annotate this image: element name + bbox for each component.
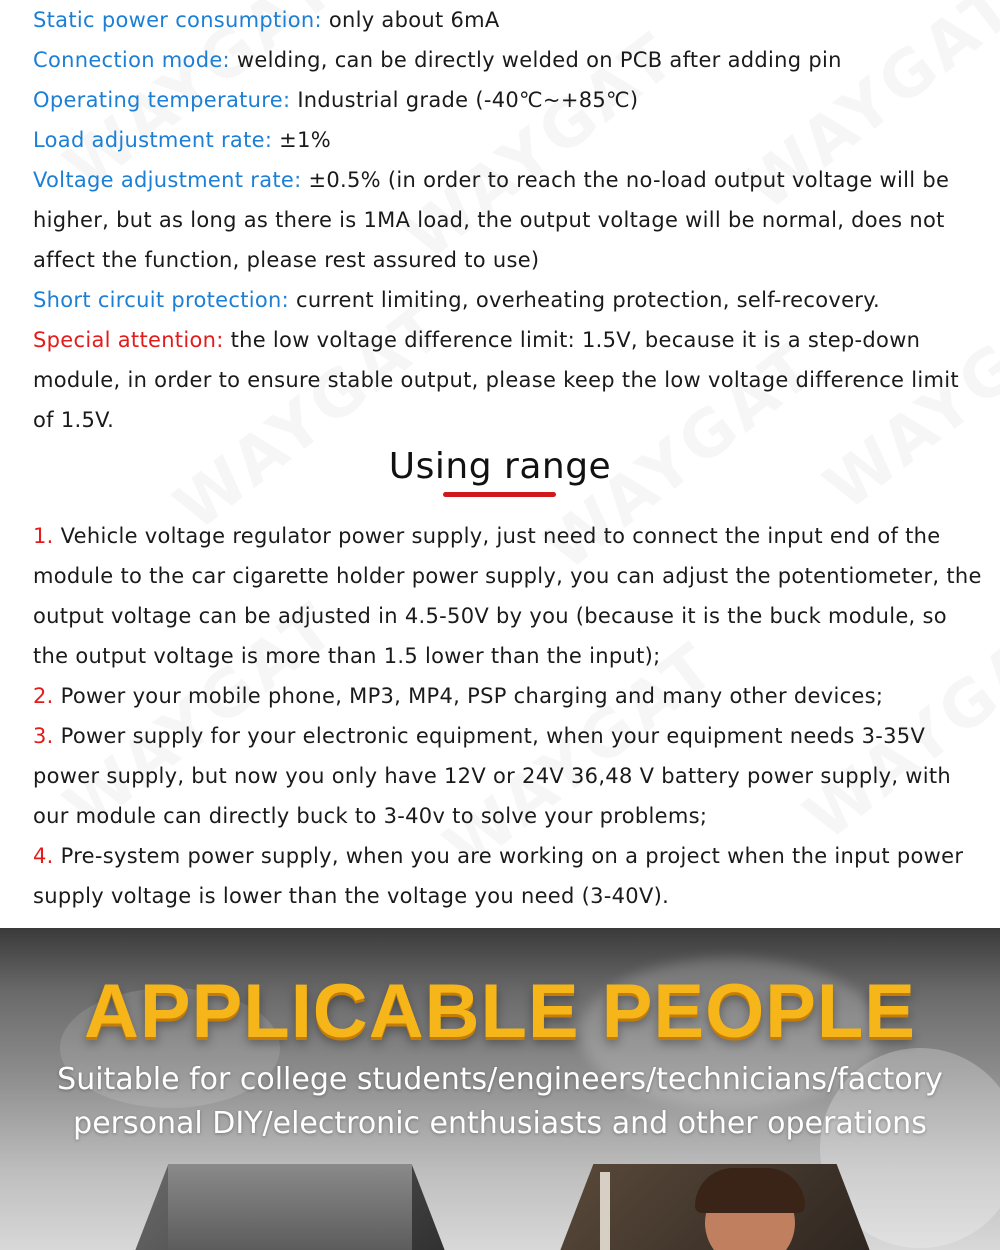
spec-text: ±0.5% (in order to reach the no-load output voltage will be higher, but as long as there is 1MA load, the output voltage will be normal, does not affect the function, please rest assured to use) xyxy=(33,168,950,272)
spec-text: current limiting, overheating protection, self-recovery. xyxy=(289,288,880,312)
usage-number: 1. xyxy=(33,524,54,548)
usage-item xyxy=(33,716,983,836)
usage-item xyxy=(33,836,983,916)
usage-text: Power supply for your electronic equipment, when your equipment needs 3-35V power supply, but now you only have 12V or 24V 36,48 V battery power supply, with our module can directly buck to 3-40v to solve your problems; xyxy=(33,724,952,828)
banner-subtitle-line: personal DIY/electronic enthusiasts and other operations xyxy=(73,1106,927,1141)
banner-subtitle xyxy=(0,1058,1000,1146)
usage-list xyxy=(33,516,983,916)
spec-text: welding, can be directly welded on PCB after adding pin xyxy=(229,48,842,72)
spec-label-warning: Special attention: xyxy=(33,328,224,352)
usage-item xyxy=(33,676,983,716)
spec-item xyxy=(33,160,983,280)
usage-number: 3. xyxy=(33,724,54,748)
usage-number: 2. xyxy=(33,684,54,708)
applicable-people-banner xyxy=(0,928,1000,1250)
spec-text: ±1% xyxy=(272,128,331,152)
spec-label: Short circuit protection: xyxy=(33,288,290,312)
spec-text: Industrial grade (-40℃~+85℃) xyxy=(290,88,639,112)
spec-list xyxy=(33,0,983,440)
usage-text: Power your mobile phone, MP3, MP4, PSP charging and many other devices; xyxy=(53,684,884,708)
person-hair xyxy=(695,1168,805,1213)
spec-text: only about 6mA xyxy=(321,8,500,32)
spec-text: the low voltage difference limit: 1.5V, because it is a step-down module, in order to ensure stable output, please keep the low voltage difference limit of 1.5V. xyxy=(33,328,959,432)
photo-workbench xyxy=(130,1164,450,1250)
spec-item xyxy=(33,80,983,120)
lamp-shape xyxy=(600,1172,610,1250)
spec-item xyxy=(33,280,983,320)
spec-label: Load adjustment rate: xyxy=(33,128,273,152)
spec-item xyxy=(33,0,983,40)
banner-title: APPLICABLE PEOPLE xyxy=(84,969,916,1054)
usage-text: Vehicle voltage regulator power supply, just need to connect the input end of the module to the car cigarette holder power supply, you can adjust the potentiometer, the output voltage can be adjusted in 4.5-50V by you (because it is the buck module, so the output voltage is more than 1.5 lower than the input); xyxy=(33,524,982,668)
heading-underline xyxy=(443,492,556,497)
photo-engineer xyxy=(555,1164,875,1250)
spec-item xyxy=(33,40,983,80)
usage-number: 4. xyxy=(33,844,54,868)
spec-label: Static power consumption: xyxy=(33,8,322,32)
banner-subtitle-line: Suitable for college students/engineers/technicians/factory xyxy=(57,1062,943,1097)
spec-item xyxy=(33,320,983,440)
spec-label: Connection mode: xyxy=(33,48,230,72)
usage-text: Pre-system power supply, when you are working on a project when the input power supply voltage is lower than the voltage you need (3-40V). xyxy=(33,844,964,908)
spec-label: Voltage adjustment rate: xyxy=(33,168,302,192)
spec-label: Operating temperature: xyxy=(33,88,291,112)
section-heading: Using range xyxy=(388,446,612,487)
usage-item xyxy=(33,516,983,676)
spec-item xyxy=(33,120,983,160)
